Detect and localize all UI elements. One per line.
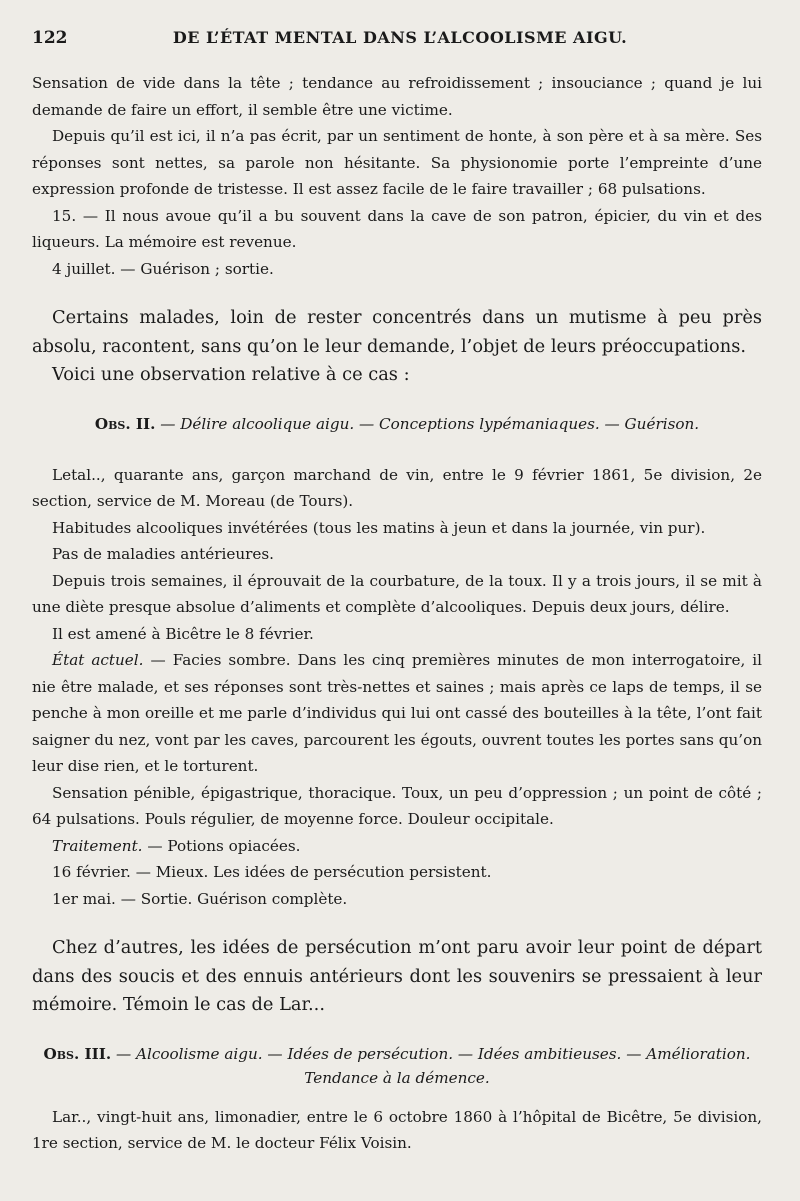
running-title: DE L’ÉTAT MENTAL DANS L’ALCOOLISME AIGU. xyxy=(172,28,628,47)
case-notes-block-3 xyxy=(32,1104,762,1157)
paragraph: Pas de maladies antérieures. xyxy=(52,545,274,563)
observation-label: Obs. III. xyxy=(43,1044,112,1063)
paragraph xyxy=(32,833,762,860)
paragraph xyxy=(32,647,762,780)
observation-title: — Délire alcoolique aigu. — Conceptions lypémaniaques. — Guérison. xyxy=(155,414,700,433)
paragraph: 1er mai. — Sortie. Guérison complète. xyxy=(52,889,348,908)
paragraph: Depuis qu’il est ici, il n’a pas écrit, par un sentiment de honte, à son père et à sa mère. Ses réponses sont nettes, sa parole non hésitante. Sa physionomie porte l’empreinte d’une expression profonde de tristesse. Il est assez facile de le faire travailler ; 68 pulsations. xyxy=(32,127,762,198)
observation-title: — Alcoolisme aigu. — Idées de persécution. — Idées ambitieuses. — Amélioration. xyxy=(111,1044,751,1063)
observation-heading-2 xyxy=(32,412,762,436)
paragraph: Letal.., quarante ans, garçon marchand de vin, entre le 9 février 1861, 5e division, 2e section, service de M. Moreau (de Tours). xyxy=(32,465,762,510)
observation-heading-3 xyxy=(32,1042,762,1090)
paragraph: 16 février. — Mieux. Les idées de persécution persistent. xyxy=(52,863,492,881)
paragraph: Certains malades, loin de rester concentrés dans un mutisme à peu près absolu, racontent, sans qu’on le leur demande, l’objet de leurs préoccupations. xyxy=(32,307,762,357)
paragraph: 15. — Il nous avoue qu’il a bu souvent dans la cave de son patron, épicier, du vin et des liqueurs. La mémoire est revenue. xyxy=(32,206,762,251)
section-label: État actuel. xyxy=(52,651,144,669)
observation-title-line-2: Tendance à la démence. xyxy=(304,1068,490,1087)
commentary-2 xyxy=(32,934,762,1020)
paragraph: Il est amené à Bicêtre le 8 février. xyxy=(52,624,314,643)
observation-label: Obs. II. xyxy=(94,414,156,433)
paragraph: Depuis trois semaines, il éprouvait de la courbature, de la toux. Il y a trois jours, il se mit à une diète presque absolue d’aliments et complète d’alcooliques. Depuis deux jours, délire. xyxy=(32,571,762,616)
case-notes-block-1 xyxy=(32,70,762,282)
section-text: — Facies sombre. Dans les cinq premières minutes de mon interrogatoire, il nie être malade, et ses réponses sont très-nettes et saines ; mais après ce laps de temps, il se penche à mon oreille et me parle d’individus qui lui ont cassé des bouteilles à la tête, l’ont fait saigner du nez, vont par les caves, parcourent les égouts, ouvrent toutes les portes sans qu’on leur dise rien, et le torturent. xyxy=(32,651,763,775)
paragraph: Lar.., vingt-huit ans, limonadier, entre le 6 octobre 1860 à l’hôpital de Bicêtre, 5e division, 1re section, service de M. le docteur Félix Voisin. xyxy=(32,1107,762,1152)
paragraph: Habitudes alcooliques invétérées (tous les matins à jeun et dans la journée, vin pur). xyxy=(52,518,706,537)
paragraph: Sensation de vide dans la tête ; tendance au refroidissement ; insouciance ; quand je lui demande de faire un effort, il semble être une victime. xyxy=(32,74,762,119)
commentary-1 xyxy=(32,304,762,390)
section-label: Traitement. xyxy=(52,836,143,855)
paragraph: 4 juillet. — Guérison ; sortie. xyxy=(52,259,274,278)
case-notes-block-2 xyxy=(32,462,762,913)
page-header xyxy=(32,28,768,54)
section-text: — Potions opiacées. xyxy=(142,836,301,855)
page-body xyxy=(32,70,762,1157)
paragraph: Sensation pénible, épigastrique, thoracique. Toux, un peu d’oppression ; un point de côté ; 64 pulsations. Pouls régulier, de moyenne force. Douleur occipitale. xyxy=(32,783,762,828)
page-number: 122 xyxy=(32,28,68,48)
paragraph: Voici une observation relative à ce cas : xyxy=(52,364,410,385)
paragraph: Chez d’autres, les idées de persécution m’ont paru avoir leur point de départ dans des soucis et des ennuis antérieurs dont les souvenirs se pressaient à leur mémoire. Témoin le cas de Lar... xyxy=(32,937,762,1015)
